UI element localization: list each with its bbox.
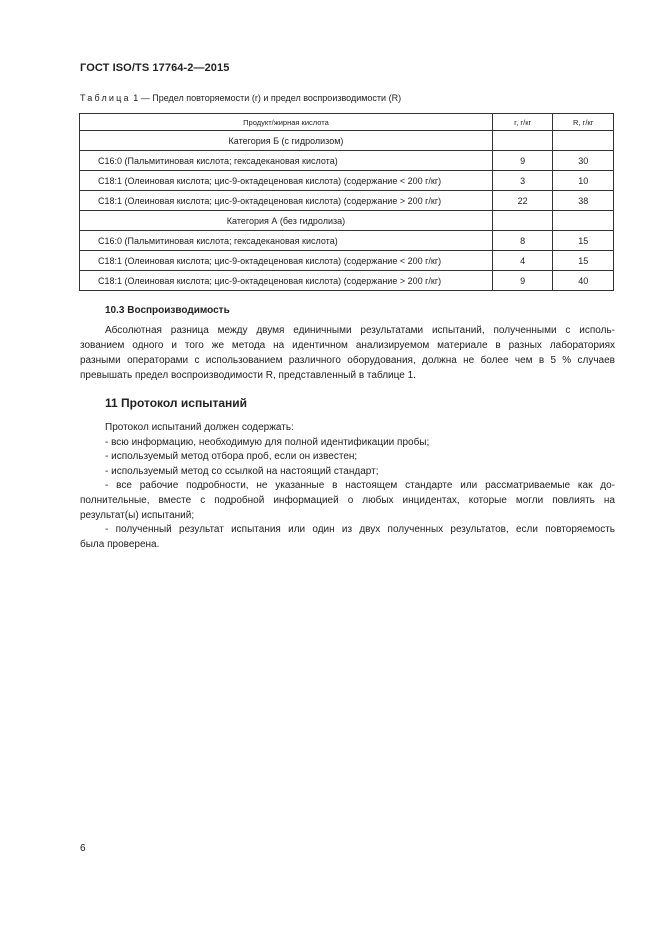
table-row bbox=[80, 231, 614, 251]
list-item: - полученный результат испытания или один из двух полученных результатов, если повторяемость bbox=[105, 524, 615, 536]
paragraph-line: Абсолютная разница между двумя единичными результатами испытаний, полученными с исполь- bbox=[105, 325, 615, 336]
paragraph-line: превышать предел воспроизводимости R, представленный в таблице 1. bbox=[80, 370, 416, 381]
section-10-3-title: 10.3 Воспроизводимость bbox=[105, 305, 230, 316]
R-cell: 40 bbox=[553, 271, 614, 291]
section-11-content bbox=[80, 421, 615, 552]
table-caption-word: Таблица bbox=[80, 93, 131, 103]
r-cell: 4 bbox=[492, 251, 553, 271]
list-item: - используемый метод отбора проб, если он известен; bbox=[105, 451, 358, 463]
product-cell: C18:1 (Олеиновая кислота; цис-9-октадеценовая кислота) (содержание < 200 г/кг) bbox=[80, 171, 493, 191]
header-r: r, г/кг bbox=[492, 114, 553, 131]
R-cell: 38 bbox=[553, 191, 614, 211]
category-b-label: Категория Б (с гидролизом) bbox=[80, 131, 493, 151]
header-product: Продукт/жирная кислота bbox=[80, 114, 493, 131]
r-cell: 9 bbox=[492, 271, 553, 291]
empty-cell bbox=[553, 131, 614, 151]
table-caption bbox=[80, 93, 401, 103]
table-row bbox=[80, 171, 614, 191]
table-row bbox=[80, 251, 614, 271]
table-row bbox=[80, 191, 614, 211]
product-cell: C16:0 (Пальмитиновая кислота; гексадекановая кислота) bbox=[80, 151, 493, 171]
table-caption-text: 1 — Предел повторяемости (r) и предел воспроизводимости (R) bbox=[133, 93, 402, 103]
r-cell: 3 bbox=[492, 171, 553, 191]
section-10-3-paragraph bbox=[80, 323, 615, 383]
product-cell: C18:1 (Олеиновая кислота; цис-9-октадеценовая кислота) (содержание > 200 г/кг) bbox=[80, 191, 493, 211]
list-item-continuation: результат(ы) испытаний; bbox=[80, 509, 195, 521]
product-cell: C18:1 (Олеиновая кислота; цис-9-октадеценовая кислота) (содержание > 200 г/кг) bbox=[80, 271, 493, 291]
list-item: - все рабочие подробности, не указанные в настоящем стандарте или рассматриваемые как до- bbox=[105, 480, 615, 492]
product-cell: C16:0 (Пальмитиновая кислота; гексадекановая кислота) bbox=[80, 231, 493, 251]
empty-cell bbox=[492, 211, 553, 231]
category-a-label: Категория А (без гидролиза) bbox=[80, 211, 493, 231]
empty-cell bbox=[492, 131, 553, 151]
table-row bbox=[80, 151, 614, 171]
list-item-continuation: была проверена. bbox=[80, 538, 160, 550]
page-number: 6 bbox=[80, 843, 86, 854]
list-item-continuation: полнительные, вместе с подробной информацией о любых инцидентах, которые могли повлиять на bbox=[80, 494, 615, 506]
product-cell: C18:1 (Олеиновая кислота; цис-9-октадеценовая кислота) (содержание < 200 г/кг) bbox=[80, 251, 493, 271]
table-row bbox=[80, 271, 614, 291]
R-cell: 15 bbox=[553, 231, 614, 251]
empty-cell bbox=[553, 211, 614, 231]
section-11-title: 11 Протокол испытаний bbox=[105, 396, 247, 410]
R-cell: 10 bbox=[553, 171, 614, 191]
list-item: - всю информацию, необходимую для полной идентификации пробы; bbox=[105, 436, 430, 448]
table-header-row bbox=[80, 114, 614, 131]
r-cell: 22 bbox=[492, 191, 553, 211]
r-cell: 9 bbox=[492, 151, 553, 171]
R-cell: 15 bbox=[553, 251, 614, 271]
r-cell: 8 bbox=[492, 231, 553, 251]
paragraph-line: разными операторами с использованием различного оборудования, должна не более чем в 5 % случаев bbox=[80, 355, 615, 366]
paragraph-line: зованием одного и того же метода на идентичном анализируемом материале в разных лабораториях bbox=[80, 340, 615, 351]
results-table bbox=[79, 113, 614, 291]
category-row bbox=[80, 131, 614, 151]
category-row bbox=[80, 211, 614, 231]
R-cell: 30 bbox=[553, 151, 614, 171]
list-intro: Протокол испытаний должен содержать: bbox=[105, 422, 294, 433]
document-code: ГОСТ ISO/TS 17764-2—2015 bbox=[80, 62, 230, 74]
list-item: - используемый метод со ссылкой на настоящий стандарт; bbox=[105, 465, 379, 477]
header-R: R, г/кг bbox=[553, 114, 614, 131]
